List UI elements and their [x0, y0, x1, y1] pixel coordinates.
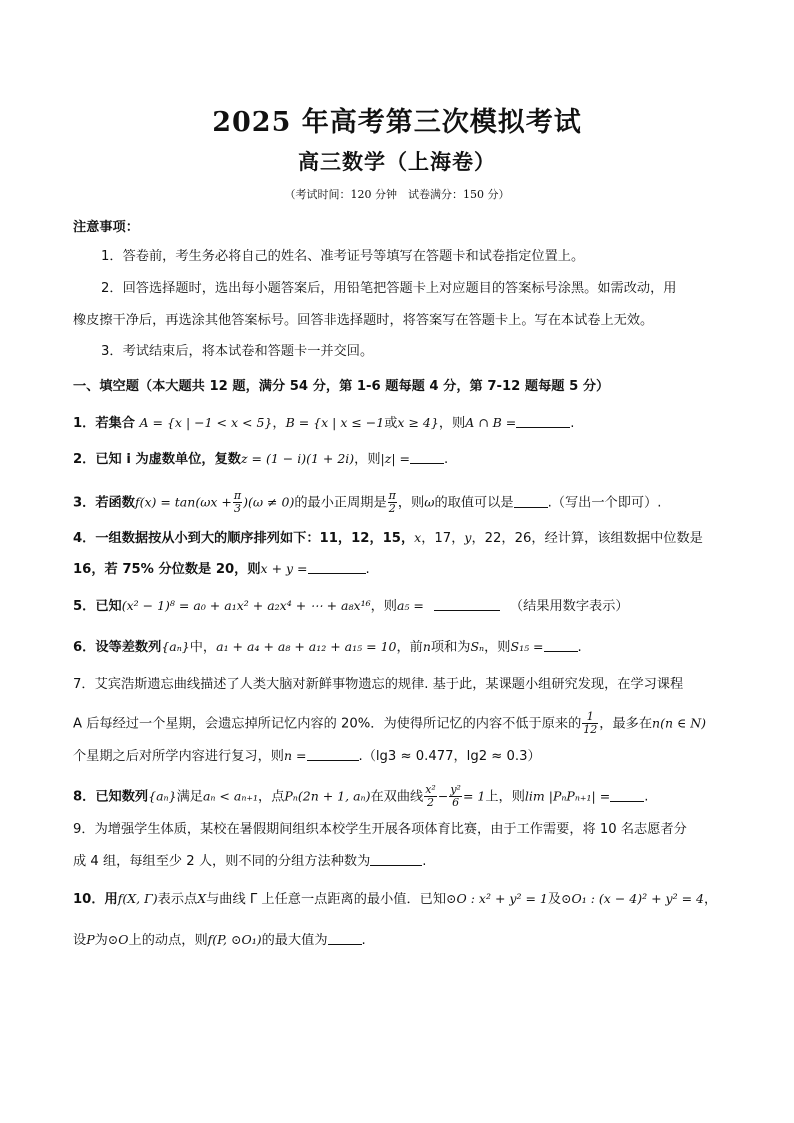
q8-minus: − — [437, 788, 449, 804]
q1-set-b-2: x ≥ 4} — [397, 415, 439, 430]
question-9-line-2 — [73, 852, 727, 872]
q7-frac-num: 1 — [582, 711, 598, 724]
q1-intersection: A ∩ B = — [465, 415, 517, 430]
q4-d: 16，若 75% 分位数是 20，则 — [73, 562, 261, 577]
q6-sum-eq: a₁ + a₄ + a₈ + a₁₂ + a₁₅ = 10 — [216, 639, 397, 654]
q6-text: 6．设等差数列 — [73, 640, 162, 655]
question-10-line-2 — [73, 930, 727, 951]
q10-f-text: 设 — [73, 933, 87, 948]
q4-b: ，17， — [421, 531, 465, 546]
exam-subtitle: 高三数学（上海卷） — [298, 150, 496, 174]
q10-f-p: f(P, ⊙O₁) — [207, 932, 262, 947]
q3-frac2-num: π — [388, 489, 396, 502]
notes-heading: 注意事项： — [73, 220, 139, 235]
q8-text: 8．已知数列 — [73, 789, 149, 805]
q1-or: 或 — [384, 416, 398, 431]
q8-f2-den: 6 — [452, 796, 460, 809]
q6-end: . — [577, 640, 582, 655]
question-4-line-1 — [73, 528, 727, 549]
q7-c1: 个星期之后对所学内容进行复习，则 — [73, 749, 284, 764]
q5-expansion: (x² − 1)⁸ = a₀ + a₁x² + a₂x⁴ + ⋯ + a₈x¹⁶ — [121, 598, 371, 613]
q8-f2-num: y² — [450, 783, 461, 796]
q4-sum: x + y = — [260, 561, 308, 576]
q10-i: 的最大值为 — [261, 933, 328, 948]
q3-answer-blank[interactable] — [514, 495, 548, 508]
q10-f: f(X, Γ) — [117, 891, 158, 906]
q8-mid3: 在双曲线 — [370, 789, 424, 805]
q10-circle-o: ⊙O : x² + y² = 1 — [446, 891, 548, 906]
q10-e: ， — [703, 892, 718, 907]
q1-end: . — [570, 416, 575, 431]
q1-post: ，则 — [438, 416, 466, 431]
q3-omega: ω — [424, 494, 435, 510]
q7-n-eq: n = — [284, 748, 307, 763]
q8-eq: = 1 — [462, 788, 486, 804]
q3-mid2: ，则 — [397, 495, 425, 511]
q3-frac-den: 3 — [234, 502, 241, 515]
question-10-line-1 — [73, 889, 727, 910]
q7-b1: A 后每经过一个星期，会遗忘掉所记忆内容的 20%．为使得所记忆的内容不低于原来的 — [73, 716, 582, 732]
q3-fraction — [233, 490, 242, 515]
q1-text: 1．若集合 — [73, 416, 140, 431]
q10-circle-o1: ⊙O₁ : (x − 4)² + y² = 4 — [561, 891, 704, 906]
q3-function-2: )(ω ≠ 0) — [243, 494, 295, 510]
question-5 — [73, 596, 727, 617]
q6-seq: {aₙ} — [161, 639, 190, 654]
q5-answer-blank[interactable] — [434, 598, 500, 611]
q9-answer-blank[interactable] — [370, 853, 422, 866]
note-2-line-2: 橡皮擦干净后，再选涂其他答案标号。回答非选择题时，将答案写在答题卡上。写在本试卷上无效。 — [73, 313, 654, 328]
q10-text: 10．用 — [73, 892, 118, 907]
q5-a5: a₅ = — [396, 598, 424, 613]
q6-s15: S₁₅ = — [510, 639, 544, 654]
q8-f1-num: x² — [425, 783, 436, 796]
q2-complex: z = (1 − i)(1 + 2i) — [240, 451, 355, 466]
q3-period-fraction — [388, 490, 397, 515]
question-2 — [73, 449, 727, 470]
q4-x: x — [414, 530, 422, 545]
q10-h: 上的动点，则 — [128, 933, 208, 948]
q9-b: 成 4 组，每组至少 2 人，则不同的分组方法种数为 — [73, 854, 371, 869]
q10-answer-blank[interactable] — [328, 932, 362, 945]
q8-seq: {aₙ} — [148, 788, 177, 804]
q7-n: n(n ∈ N) — [652, 715, 707, 731]
note-3: 3．考试结束后，将本试卷和答题卡一并交回。 — [101, 344, 374, 359]
q8-limit: lim |PₙPₙ₊₁| = — [524, 788, 611, 804]
q3-frac2-den: 2 — [388, 502, 396, 515]
question-7-line-3 — [73, 746, 727, 767]
q10-o: ⊙O — [107, 932, 129, 947]
q4-text: 4．一组数据按从小到大的顺序排列如下：11，12，15， — [73, 531, 415, 546]
q3-function: f(x) = tan(ωx + — [134, 494, 232, 510]
section-heading: 一、填空题（本大题共 12 题，满分 54 分，第 1-6 题每题 4 分，第 7-12 题每题 5 分） — [73, 379, 610, 394]
q8-mid2: ，点 — [258, 789, 285, 805]
question-6 — [73, 637, 727, 658]
q2-end: . — [444, 452, 449, 467]
exam-title: 2025 年高考第三次模拟考试 — [212, 107, 582, 138]
q10-b: 表示点 — [157, 892, 198, 907]
q6-mid2: ，前 — [396, 640, 423, 655]
q5-text: 5．已知 — [73, 599, 122, 614]
q4-c: ，22，26，经计算，该组数据中位数是 — [471, 531, 703, 546]
note-1: 1．答卷前，考生务必将自己的姓名、准考证号等填写在答题卡和试卷指定位置上。 — [101, 249, 585, 264]
q8-end: . — [644, 789, 649, 805]
q2-mid: ，则 — [354, 452, 381, 467]
q6-mid4: ，则 — [484, 640, 511, 655]
q7-fraction — [582, 711, 598, 736]
q3-text: 3．若函数 — [73, 495, 135, 511]
question-8 — [73, 784, 727, 809]
q3-frac-num: π — [233, 489, 242, 502]
q6-sn: Sₙ — [470, 639, 485, 654]
q8-mid4: 上，则 — [485, 789, 525, 805]
question-3 — [73, 490, 727, 515]
q10-p: P — [86, 932, 95, 947]
question-7-line-2 — [73, 711, 727, 736]
q6-mid3: 项和为 — [430, 640, 471, 655]
note-2-line-1: 2．回答选择题时，选出每小题答案后，用铅笔把答题卡上对应题目的答案标号涂黑。如需改动，用 — [101, 281, 677, 296]
question-7-line-1: 7．艾宾浩斯遗忘曲线描述了人类大脑对新鲜事物遗忘的规律. 基于此，某课题小组研究发现，在学习课程 — [73, 677, 684, 692]
q10-d: 及 — [547, 892, 562, 907]
q4-answer-blank[interactable] — [308, 561, 366, 574]
exam-time-info: （考试时间：120 分钟 试卷满分：150 分） — [284, 188, 510, 201]
q2-answer-blank[interactable] — [410, 451, 444, 464]
q8-ineq: aₙ < aₙ₊₁ — [202, 788, 259, 804]
q8-mid: 满足 — [176, 789, 203, 805]
q2-modulus: |z| = — [380, 451, 411, 466]
q10-c: 与曲线 Γ 上任意一点距离的最小值．已知 — [206, 892, 447, 907]
q9-end: . — [422, 854, 427, 869]
q8-point: Pₙ(2n + 1, aₙ) — [284, 788, 371, 804]
q5-mid: ，则 — [370, 599, 397, 614]
q3-end: .（写出一个即可）. — [547, 495, 662, 511]
question-4-line-2 — [73, 559, 727, 580]
question-1 — [73, 413, 727, 434]
q1-set-b: B = {x | x ≤ −1 — [285, 415, 385, 430]
q3-post: 的取值可以是 — [434, 495, 514, 511]
q10-x: X — [197, 891, 207, 906]
q3-mid: 的最小正周期是 — [294, 495, 387, 511]
q10-g: 为 — [94, 933, 108, 948]
q1-answer-blank[interactable] — [516, 415, 570, 428]
q7-frac-den: 12 — [583, 723, 598, 736]
q6-answer-blank[interactable] — [544, 639, 578, 652]
q2-text: 2．已知 i 为虚数单位，复数 — [73, 452, 241, 467]
q8-answer-blank[interactable] — [610, 789, 644, 802]
q8-frac-y — [449, 784, 462, 809]
q7-b2: ，最多在 — [599, 716, 653, 732]
q1-set-a: A = {x | −1 < x < 5} — [139, 415, 273, 430]
q8-frac-x — [424, 784, 437, 809]
question-9-line-1: 9．为增强学生体质，某校在暑假期间组织本校学生开展各项体育比赛，由于工作需要，将 10 名志愿者分 — [73, 822, 687, 837]
q5-post: （结果用数字表示） — [509, 599, 629, 614]
q4-end: . — [365, 562, 370, 577]
q6-mid: 中， — [189, 640, 217, 655]
q10-end: . — [361, 933, 366, 948]
q6-n: n — [422, 639, 431, 654]
q1-sep: ， — [272, 416, 286, 431]
q4-y: y — [464, 530, 472, 545]
q8-f1-den: 2 — [427, 796, 435, 809]
q7-answer-blank[interactable] — [307, 748, 359, 761]
q7-c2: .（lg3 ≈ 0.477，lg2 ≈ 0.3） — [358, 749, 541, 764]
